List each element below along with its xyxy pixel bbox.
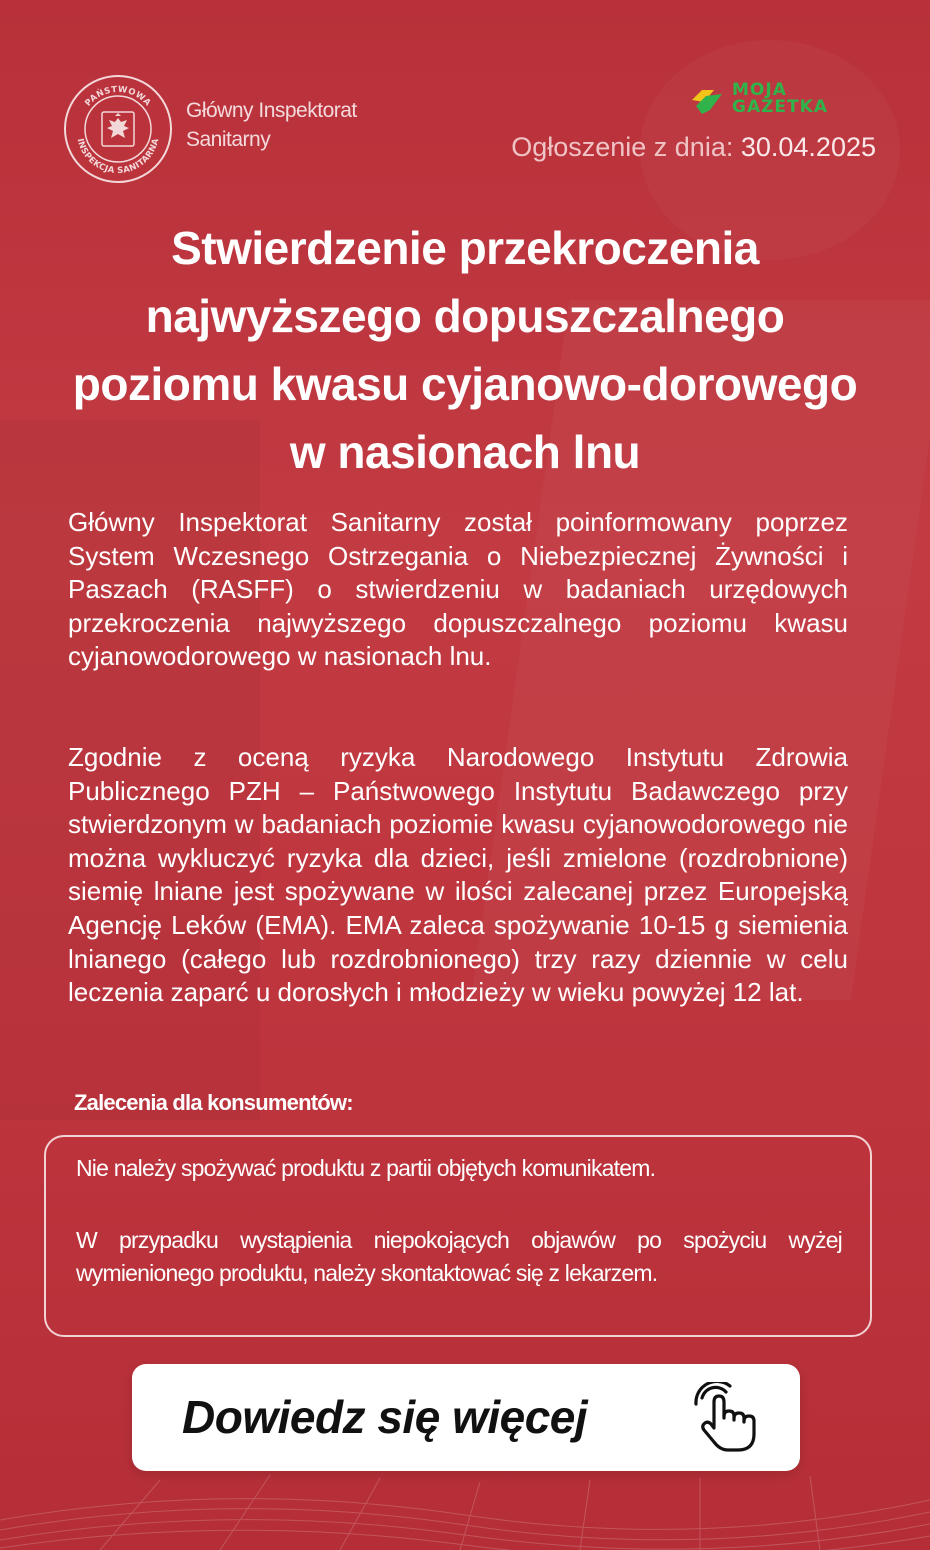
brand-name-line1: MOJA	[732, 80, 787, 100]
recommendations-box	[44, 1135, 872, 1337]
pointing-hand-icon	[692, 1382, 760, 1454]
organization-name-line1: Główny Inspektorat	[186, 99, 357, 122]
announcement-date-line	[511, 132, 876, 163]
page-title: Stwierdzenie przekroczenia najwyższego dopuszczalnego poziomu kwasu cyjanowo-dorowego w nasionach lnu	[72, 222, 858, 478]
learn-more-button-label: Dowiedz się więcej	[182, 1391, 588, 1443]
brand-name	[732, 82, 828, 116]
recommendation-item-1: Nie należy spożywać produktu z partii objętych komunikatem.	[76, 1155, 656, 1181]
recommendations-heading: Zalecenia dla konsumentów:	[74, 1090, 353, 1115]
announcement-label: Ogłoszenie z dnia:	[511, 132, 734, 162]
organization-name	[186, 96, 426, 154]
body-paragraph-1: Główny Inspektorat Sanitarny został poinformowany poprzez System Wczesnego Ostrzegania o Niebezpiecznej Żywności i Paszach (RASFF) o stwierdzeniu w badaniach urzędowych przekroczenia najwyższego dopuszczalnego poziomu kwasu cyjanowodorowego w nasionach lnu.	[68, 507, 848, 672]
announcement-date: 30.04.2025	[740, 132, 876, 162]
body-paragraph-2: Zgodnie z oceną ryzyka Narodowego Instytutu Zdrowia Publicznego PZH – Państwowego Instytutu Badawczego przy stwierdzonym w badaniach poziomie kwasu cyjanowodorowego nie można wykluczyć ryzyka dla dzieci, jeśli zmielone (rozdrobnione) siemię lniane jest spożywane w ilości zalecanej przez Europejską Agencję Leków (EMA). EMA zaleca spożywanie 10-15 g siemienia lnianego (całego lub rozdrobnionego) trzy razy dziennie w celu leczenia zaparć u dorosłych i młodzieży w wieku powyżej 12 lat.	[68, 742, 848, 1008]
organization-name-line2: Sanitarny	[186, 128, 271, 151]
svg-text:PAŃSTWOWA: PAŃSTWOWA	[83, 84, 153, 109]
brand-name-line2: GAZETKA	[732, 97, 828, 117]
recommendation-item-2: W przypadku wystąpienia niepokojących objawów po spożyciu wyżej wymienionego produktu, należy skontaktować się z lekarzem.	[76, 1227, 842, 1286]
brand-mark-icon	[692, 88, 726, 116]
learn-more-button[interactable]	[132, 1364, 800, 1471]
mesh-decoration	[0, 1460, 930, 1550]
svg-text:INSPEKCJA SANITARNA: INSPEKCJA SANITARNA	[74, 137, 162, 177]
sanitary-inspection-seal-logo	[63, 74, 173, 184]
moja-gazetka-logo	[692, 82, 882, 124]
